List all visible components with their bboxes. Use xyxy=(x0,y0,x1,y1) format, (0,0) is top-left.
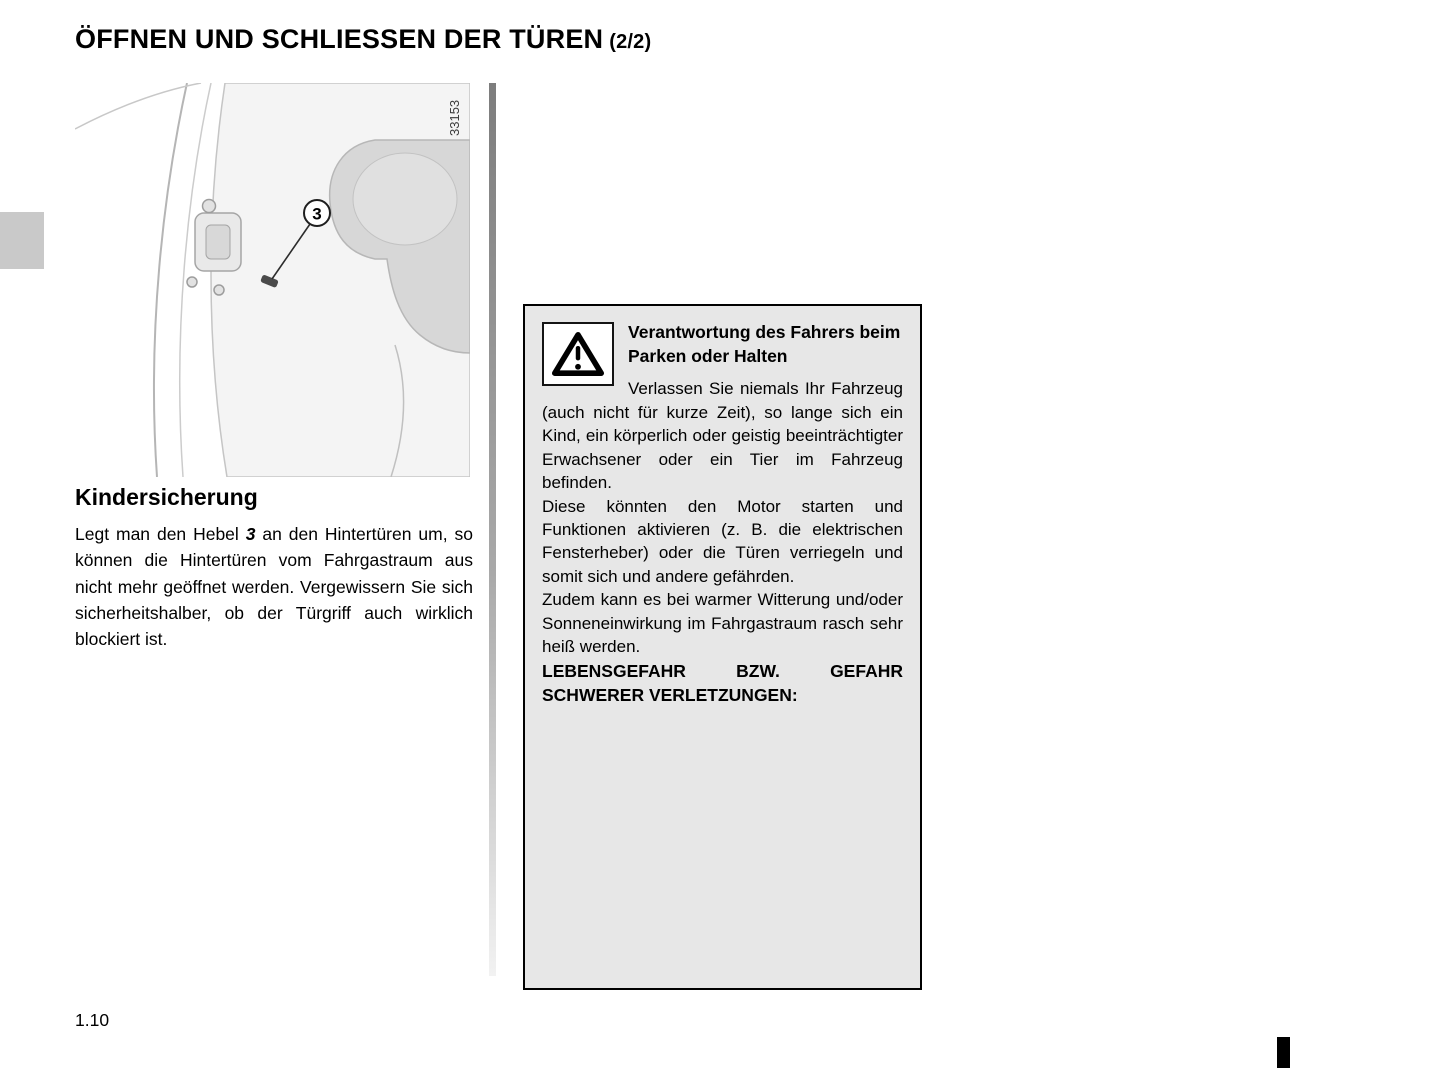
warning-triangle-icon xyxy=(550,329,606,379)
figure-number: 33153 xyxy=(447,99,462,136)
door-illustration xyxy=(75,83,470,477)
page-title xyxy=(75,24,651,55)
lever-reference: 3 xyxy=(245,524,256,544)
page-title-suffix: (2/2) xyxy=(609,31,652,53)
page-number: 1.10 xyxy=(75,1010,110,1030)
column-divider xyxy=(489,83,496,976)
handle-recess-inner xyxy=(353,153,457,245)
warning-title: Verantwortung des Fahrers beim Parken oder Halten xyxy=(628,322,901,366)
body-text-post: an den Hintertüren um, so können die Hintertüren vom Fahrgastraum aus nicht mehr geöffnet werden. Vergewissern Sie sich sicherheitshalber, ob der Türgriff auch wirklich blockiert ist. xyxy=(75,524,473,649)
body-text-pre: Legt man den Hebel xyxy=(75,524,246,544)
door-edge-line-outer xyxy=(154,83,187,477)
door-illustration-figure xyxy=(75,83,470,477)
warning-icon-frame xyxy=(542,322,614,386)
chapter-tab-marker xyxy=(0,212,44,269)
print-registration-mark xyxy=(1277,1037,1290,1068)
danger-line-1: LEBENSGEFAHR BZW. GEFAHR xyxy=(542,660,903,681)
section-body-kindersicherung xyxy=(75,521,473,652)
warning-danger-statement xyxy=(542,659,903,707)
warning-paragraph-2: Diese könnten den Motor starten und Funktionen aktivieren (z. B. die elektrischen Fensterheber) oder die Türen verriegeln und somit sich und andere gefährden. xyxy=(542,496,903,586)
page-title-main: ÖFFNEN UND SCHLIESSEN DER TÜREN xyxy=(75,24,604,54)
section-heading-kindersicherung: Kindersicherung xyxy=(75,484,258,510)
warning-box xyxy=(523,304,922,990)
warning-paragraph-1: Verlassen Sie niemals Ihr Fahrzeug (auch nicht für kurze Zeit), so lange sich ein Kind, ein körperlich oder geistig beeinträchtigter Erwachsener oder ein Tier im Fahrzeug befinden. xyxy=(542,379,903,493)
danger-line-2: SCHWERER VERLETZUNGEN: xyxy=(542,684,798,705)
callout-label: 3 xyxy=(312,204,322,224)
warning-paragraph-3: Zudem kann es bei warmer Witterung und/oder Sonneneinwirkung im Fahrgastraum rasch sehr heiß werden. xyxy=(542,590,903,657)
